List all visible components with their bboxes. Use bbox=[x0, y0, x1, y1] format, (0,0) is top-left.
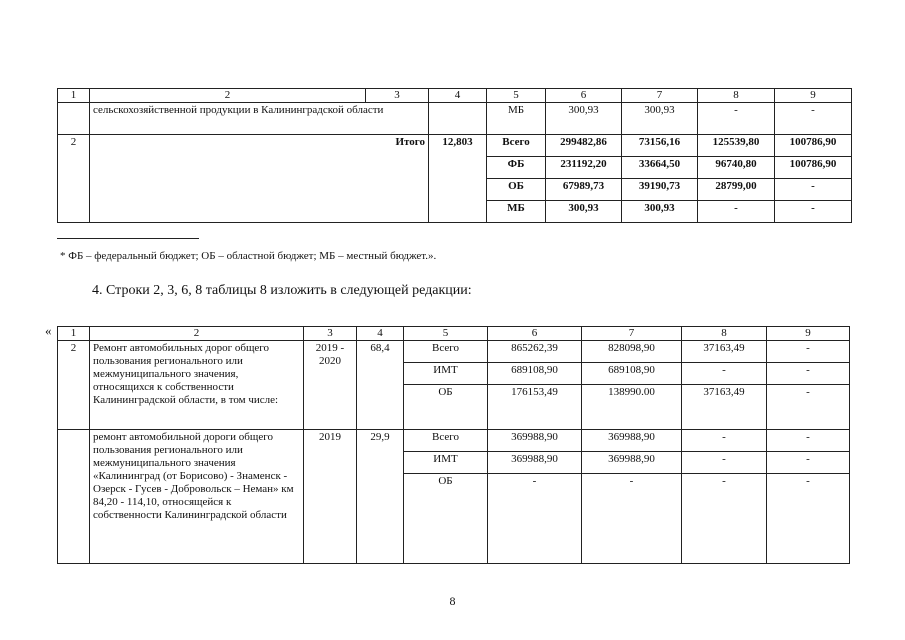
value-cell: 96740,80 bbox=[698, 157, 775, 179]
table-row bbox=[58, 430, 850, 452]
header-cell: 8 bbox=[698, 89, 775, 103]
value-cell: - bbox=[698, 201, 775, 223]
header-cell: 1 bbox=[58, 327, 90, 341]
value-cell: 138990.00 bbox=[582, 385, 682, 430]
value-cell: 33664,50 bbox=[622, 157, 698, 179]
description-cell: ремонт автомобильной дороги общего пользования регионального или межмуниципального значения «Калининград (от Борисово) - Знаменск - Озерск - Гусев - Добровольск – Неман» км 84,20 - 114,10, относящейся к собственности Калининградской области bbox=[90, 430, 304, 564]
header-cell: 5 bbox=[404, 327, 488, 341]
value-cell: - bbox=[682, 474, 767, 564]
source-cell: ИМТ bbox=[404, 363, 488, 385]
header-cell: 3 bbox=[366, 89, 429, 103]
value-cell: 300,93 bbox=[622, 103, 698, 135]
header-cell: 3 bbox=[304, 327, 357, 341]
length-cell: 68,4 bbox=[357, 341, 404, 430]
value-cell: - bbox=[767, 385, 850, 430]
value-cell: 100786,90 bbox=[775, 135, 852, 157]
table-row bbox=[58, 135, 852, 157]
footnote-divider bbox=[57, 238, 199, 239]
row-number-cell: 2 bbox=[58, 135, 90, 223]
value-cell: 300,93 bbox=[546, 103, 622, 135]
source-cell: ОБ bbox=[404, 385, 488, 430]
header-cell: 4 bbox=[357, 327, 404, 341]
value-cell: 689108,90 bbox=[582, 363, 682, 385]
source-cell: Всего bbox=[487, 135, 546, 157]
value-cell: 300,93 bbox=[546, 201, 622, 223]
description-cell: сельскохозяйственной продукции в Калининградской области bbox=[90, 103, 429, 135]
value-cell: 369988,90 bbox=[582, 452, 682, 474]
length-cell: 29,9 bbox=[357, 430, 404, 564]
description-cell: Ремонт автомобильных дорог общего пользования регионального или межмуниципального значения, относящихся к собственности Калининградской области, в том числе: bbox=[90, 341, 304, 430]
value-cell: - bbox=[767, 363, 850, 385]
years-cell: 2019 - 2020 bbox=[304, 341, 357, 430]
opening-quote: « bbox=[45, 323, 52, 338]
table-row bbox=[58, 103, 852, 135]
value-cell: - bbox=[767, 341, 850, 363]
value-cell: 125539,80 bbox=[698, 135, 775, 157]
header-cell: 9 bbox=[775, 89, 852, 103]
value-cell: - bbox=[488, 474, 582, 564]
value-cell: - bbox=[767, 474, 850, 564]
source-cell: Всего bbox=[404, 341, 488, 363]
header-cell: 7 bbox=[582, 327, 682, 341]
value-cell: - bbox=[682, 452, 767, 474]
length-cell bbox=[429, 103, 487, 135]
years-cell: 2019 bbox=[304, 430, 357, 564]
length-cell: 12,803 bbox=[429, 135, 487, 223]
value-cell: - bbox=[682, 430, 767, 452]
source-cell: Всего bbox=[404, 430, 488, 452]
itogo-label: Итого bbox=[90, 135, 429, 223]
header-cell: 1 bbox=[58, 89, 90, 103]
value-cell: - bbox=[775, 179, 852, 201]
value-cell: 299482,86 bbox=[546, 135, 622, 157]
value-cell: - bbox=[582, 474, 682, 564]
value-cell: 67989,73 bbox=[546, 179, 622, 201]
budget-table-bottom bbox=[57, 326, 850, 564]
budget-table-top bbox=[57, 88, 852, 223]
source-cell: МБ bbox=[487, 103, 546, 135]
row-number-cell bbox=[58, 430, 90, 564]
value-cell: - bbox=[698, 103, 775, 135]
source-cell: ФБ bbox=[487, 157, 546, 179]
header-cell: 2 bbox=[90, 327, 304, 341]
value-cell: 369988,90 bbox=[488, 452, 582, 474]
header-cell: 7 bbox=[622, 89, 698, 103]
header-cell: 9 bbox=[767, 327, 850, 341]
table-header-row bbox=[58, 89, 852, 103]
table-header-row bbox=[58, 327, 850, 341]
header-cell: 4 bbox=[429, 89, 487, 103]
source-cell: ОБ bbox=[487, 179, 546, 201]
value-cell: 28799,00 bbox=[698, 179, 775, 201]
page-number: 8 bbox=[449, 594, 456, 608]
source-cell: ОБ bbox=[404, 474, 488, 564]
source-cell: ИМТ bbox=[404, 452, 488, 474]
value-cell: 39190,73 bbox=[622, 179, 698, 201]
value-cell: 231192,20 bbox=[546, 157, 622, 179]
header-cell: 8 bbox=[682, 327, 767, 341]
value-cell: 37163,49 bbox=[682, 341, 767, 363]
header-cell: 6 bbox=[546, 89, 622, 103]
amendment-paragraph: 4. Строки 2, 3, 6, 8 таблицы 8 изложить в следующей редакции: bbox=[92, 283, 472, 298]
header-cell: 6 bbox=[488, 327, 582, 341]
value-cell: 300,93 bbox=[622, 201, 698, 223]
value-cell: - bbox=[775, 103, 852, 135]
source-cell: МБ bbox=[487, 201, 546, 223]
value-cell: - bbox=[775, 201, 852, 223]
value-cell: 73156,16 bbox=[622, 135, 698, 157]
value-cell: 176153,49 bbox=[488, 385, 582, 430]
row-number-cell: 2 bbox=[58, 341, 90, 430]
value-cell: 369988,90 bbox=[582, 430, 682, 452]
header-cell: 5 bbox=[487, 89, 546, 103]
value-cell: - bbox=[767, 430, 850, 452]
value-cell: - bbox=[767, 452, 850, 474]
value-cell: 689108,90 bbox=[488, 363, 582, 385]
value-cell: 369988,90 bbox=[488, 430, 582, 452]
header-cell: 2 bbox=[90, 89, 366, 103]
table-row bbox=[58, 341, 850, 363]
value-cell: - bbox=[682, 363, 767, 385]
value-cell: 37163,49 bbox=[682, 385, 767, 430]
row-number-cell bbox=[58, 103, 90, 135]
value-cell: 865262,39 bbox=[488, 341, 582, 363]
value-cell: 828098,90 bbox=[582, 341, 682, 363]
footnote: * ФБ – федеральный бюджет; ОБ – областной бюджет; МБ – местный бюджет.». bbox=[60, 250, 437, 262]
value-cell: 100786,90 bbox=[775, 157, 852, 179]
